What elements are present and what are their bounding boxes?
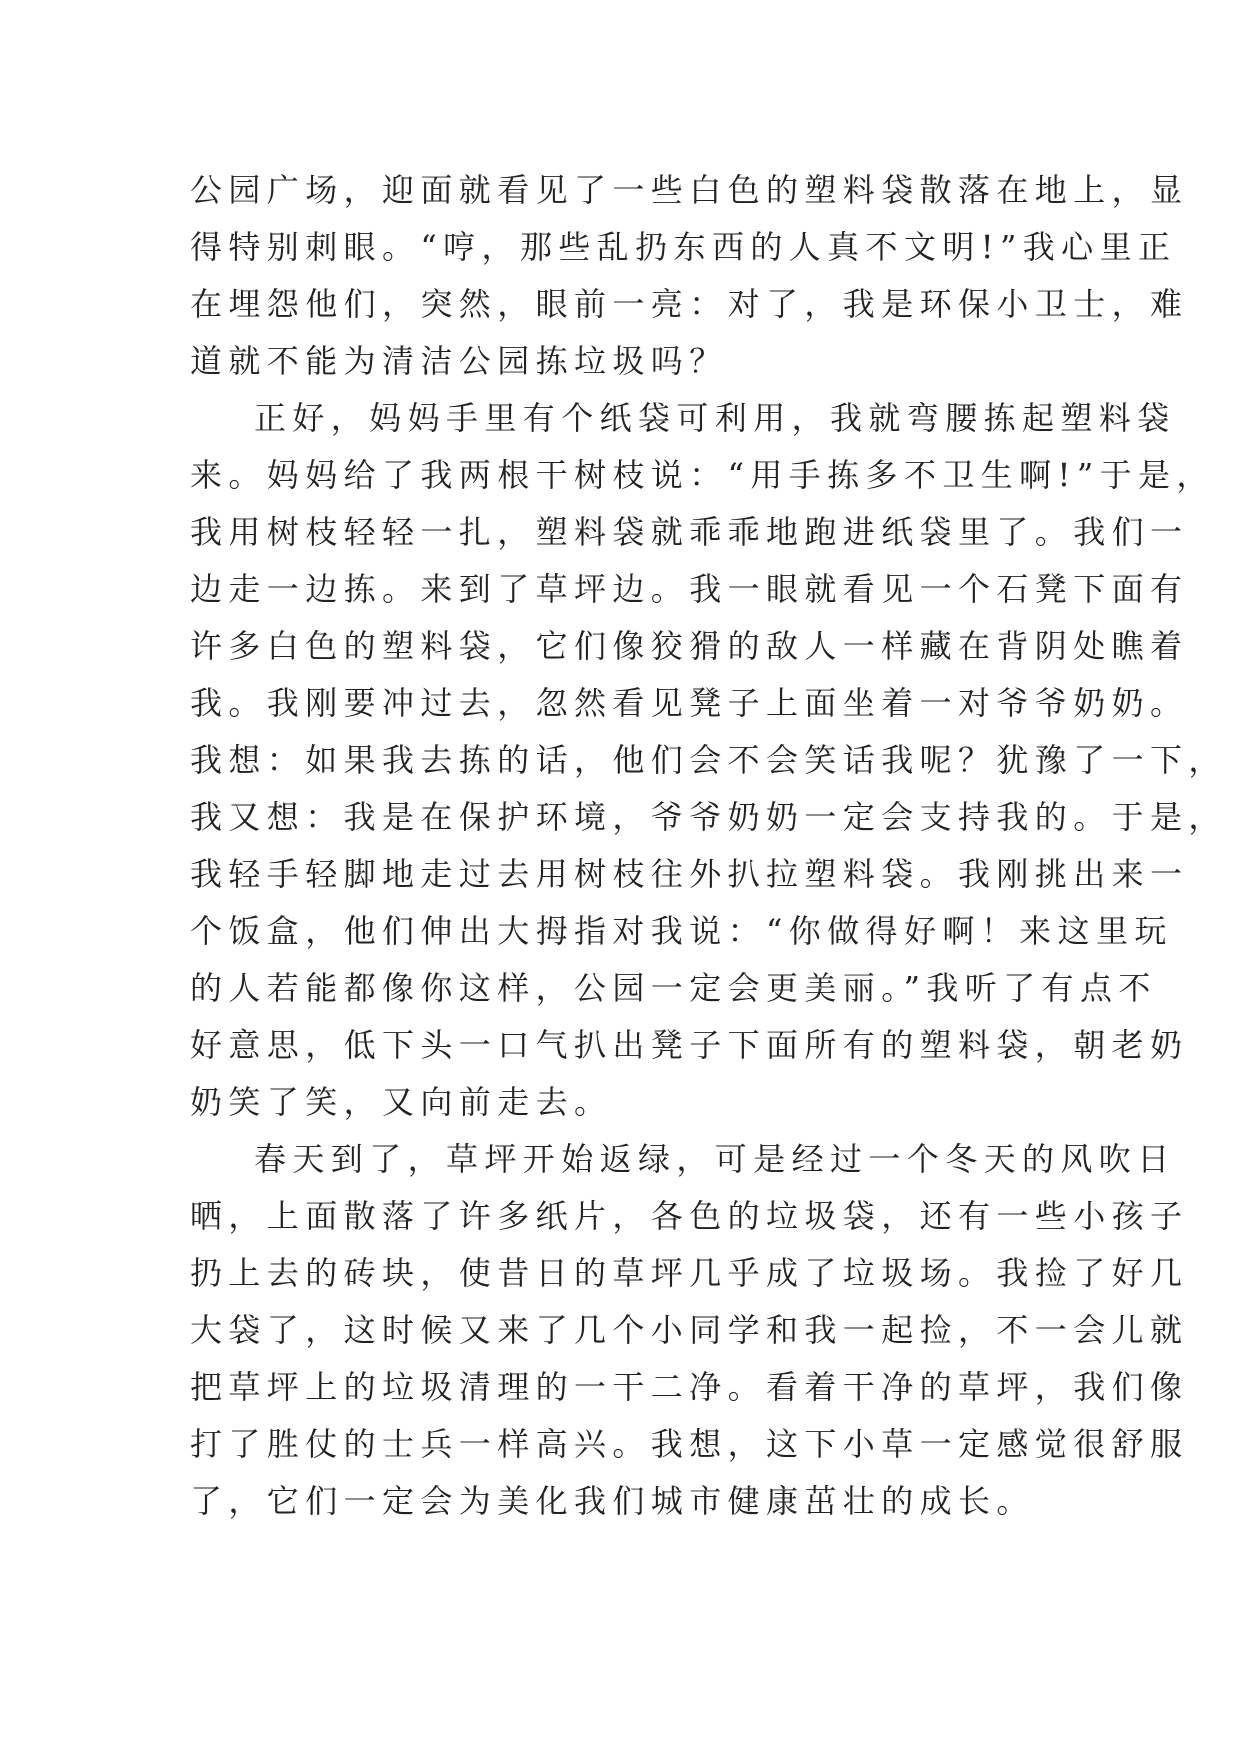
paragraph-start-line: 春天到了，草坪开始返绿，可是经过一个冬天的风吹日 — [254, 1140, 1176, 1178]
text-line: 好意思，低下头一口气扒出凳子下面所有的塑料袋，朝老奶 — [190, 1026, 1189, 1064]
text-line: 我想：如果我去拣的话，他们会不会笑话我呢？犹豫了一下， — [190, 741, 1227, 779]
paragraph-start-line: 正好，妈妈手里有个纸袋可利用，我就弯腰拣起塑料袋 — [254, 399, 1176, 437]
text-line: 奶笑了笑，又向前走去。 — [190, 1083, 613, 1121]
text-line: 我用树枝轻轻一扎，塑料袋就乖乖地跑进纸袋里了。我们一 — [190, 513, 1189, 551]
text-line: 个饭盒，他们伸出大拇指对我说：“你做得好啊！来这里玩 — [190, 912, 1173, 950]
text-line: 许多白色的塑料袋，它们像狡猾的敌人一样藏在背阴处瞧着 — [190, 627, 1189, 665]
text-line: 大袋了，这时候又来了几个小同学和我一起捡，不一会儿就 — [190, 1311, 1189, 1349]
text-line: 我。我刚要冲过去，忽然看见凳子上面坐着一对爷爷奶奶。 — [190, 684, 1189, 722]
text-line: 我轻手轻脚地走过去用树枝往外扒拉塑料袋。我刚挑出来一 — [190, 855, 1189, 893]
text-line: 打了胜仗的士兵一样高兴。我想，这下小草一定感觉很舒服 — [190, 1425, 1189, 1463]
text-line: 扔上去的砖块，使昔日的草坪几乎成了垃圾场。我捡了好几 — [190, 1254, 1189, 1292]
text-line: 我又想：我是在保护环境，爷爷奶奶一定会支持我的。于是， — [190, 798, 1227, 836]
text-line: 在埋怨他们，突然，眼前一亮：对了，我是环保小卫士，难 — [190, 285, 1189, 323]
text-line: 道就不能为清洁公园拣垃圾吗？ — [190, 342, 728, 380]
text-line: 的人若能都像你这样，公园一定会更美丽。”我听了有点不 — [190, 969, 1157, 1007]
text-line: 边走一边拣。来到了草坪边。我一眼就看见一个石凳下面有 — [190, 570, 1189, 608]
text-line: 得特别刺眼。“哼，那些乱扔东西的人真不文明!”我心里正 — [190, 228, 1177, 266]
text-line: 来。妈妈给了我两根干树枝说：“用手拣多不卫生啊!”于是， — [190, 456, 1215, 494]
text-line: 公园广场，迎面就看见了一些白色的塑料袋散落在地上，显 — [190, 171, 1189, 209]
text-line: 了，它们一定会为美化我们城市健康茁壮的成长。 — [190, 1482, 1035, 1520]
text-line: 晒，上面散落了许多纸片，各色的垃圾袋，还有一些小孩子 — [190, 1197, 1189, 1235]
text-line: 把草坪上的垃圾清理的一干二净。看着干净的草坪，我们像 — [190, 1368, 1189, 1406]
